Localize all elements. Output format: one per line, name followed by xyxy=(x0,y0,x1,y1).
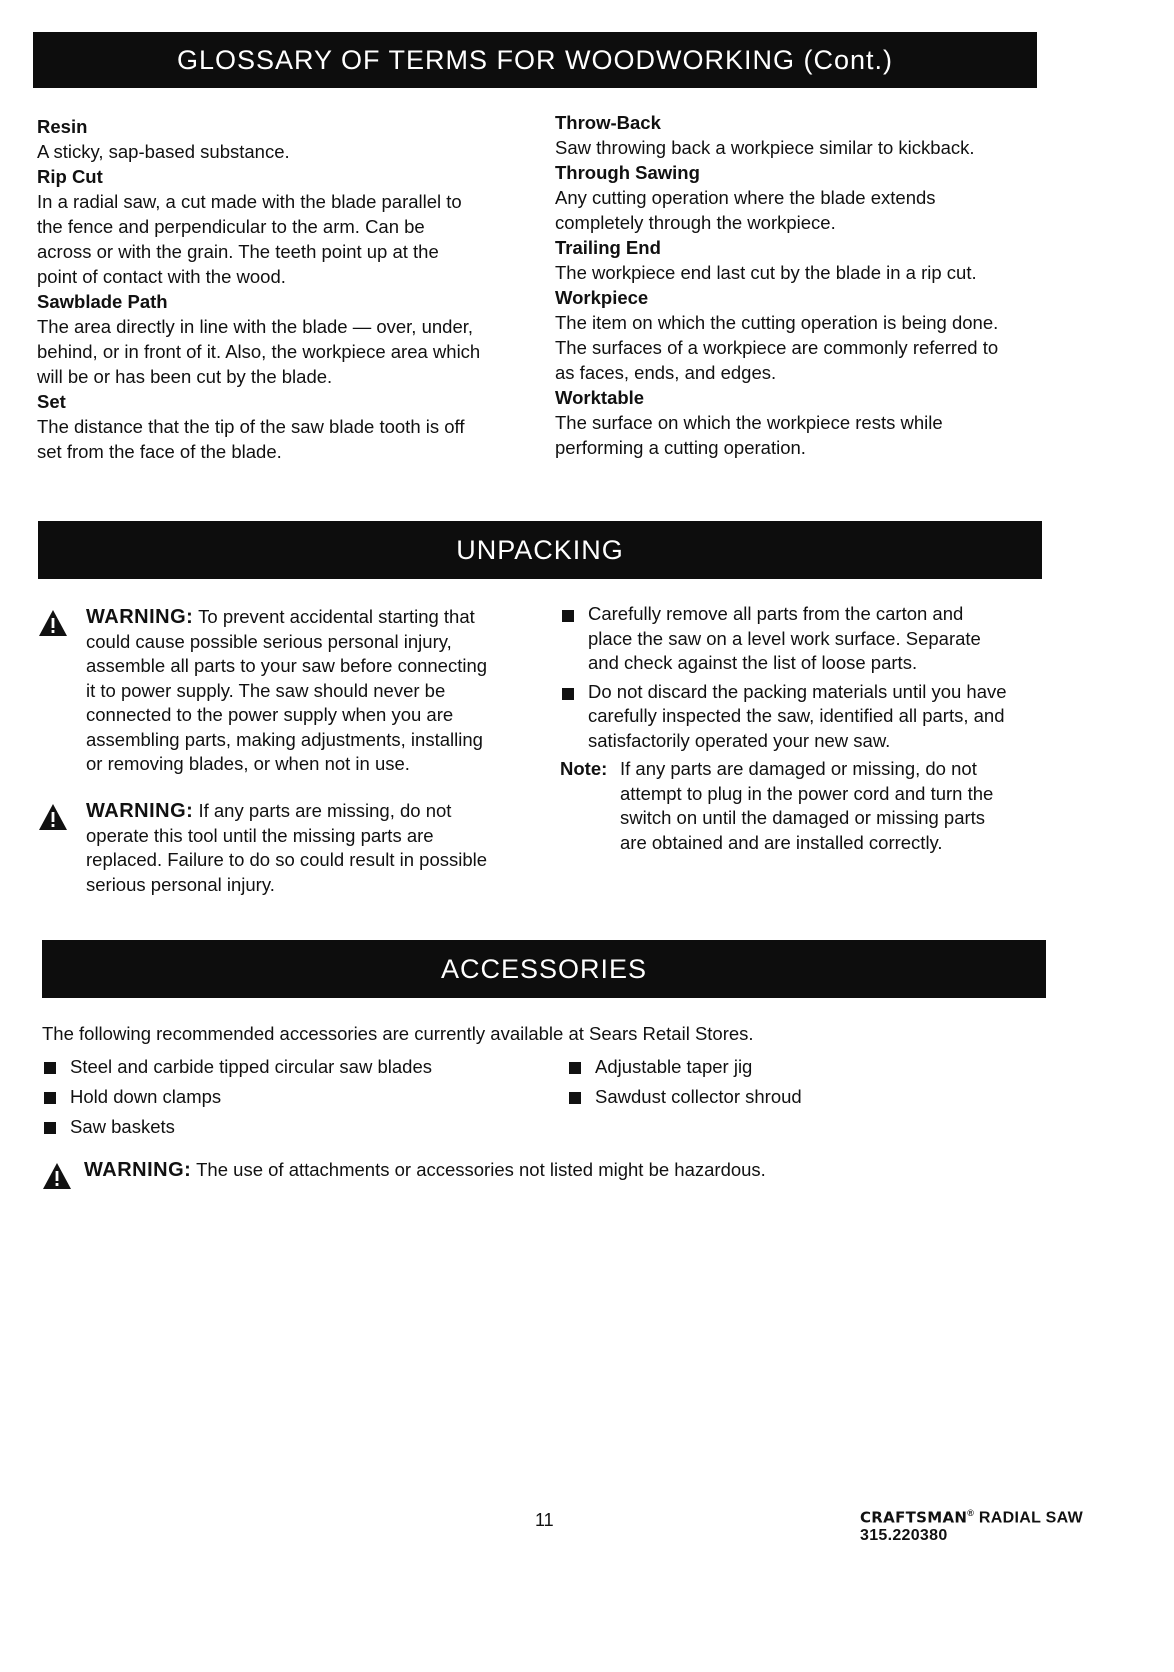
warning-text-line: replaced. Failure to do so could result in possible xyxy=(86,849,488,870)
glossary-definition-line: Any cutting operation where the blade extends xyxy=(555,187,936,208)
warning-text-line: If any parts are missing, do not xyxy=(193,800,452,821)
list-item xyxy=(567,1082,802,1112)
bullet-square-icon xyxy=(569,1062,581,1074)
page-number: 11 xyxy=(535,1510,554,1530)
warning-text-line: To prevent accidental starting that xyxy=(193,606,475,627)
glossary-definition-line: A sticky, sap-based substance. xyxy=(37,141,290,162)
glossary-definition-line: The surfaces of a workpiece are commonly referred to xyxy=(555,337,999,358)
glossary-left-column xyxy=(37,114,537,464)
glossary-definition-line: Saw throwing back a workpiece similar to kickback. xyxy=(555,137,975,158)
accessories-intro: The following recommended accessories are currently available at Sears Retail Stores. xyxy=(42,1023,754,1044)
glossary-title: GLOSSARY OF TERMS FOR WOODWORKING (Cont.) xyxy=(176,44,894,75)
glossary-term: Throw-Back xyxy=(555,112,661,133)
glossary-entry xyxy=(37,389,537,464)
footer-model xyxy=(860,1508,1174,1545)
glossary-definition-line: The surface on which the workpiece rests while xyxy=(555,412,943,433)
note-line: switch on until the damaged or missing parts xyxy=(620,807,986,828)
list-item xyxy=(42,1082,432,1112)
glossary-term: Set xyxy=(37,391,66,412)
warning-text-line: operate this tool until the missing parts are xyxy=(86,824,434,846)
glossary-definition-line: The distance that the tip of the saw blade tooth is off xyxy=(37,416,465,437)
glossary-definition-line: point of contact with the wood. xyxy=(37,266,286,287)
glossary-entry xyxy=(37,114,537,164)
brand-logo: CRAFTSMAN xyxy=(860,1508,968,1527)
glossary-term: Workpiece xyxy=(555,287,649,308)
list-item-line: carefully inspected the saw, identified all parts, and xyxy=(588,705,1005,726)
warning-text-line: connected to the power supply when you are xyxy=(86,704,454,725)
note xyxy=(560,757,1060,855)
accessory-label: Saw baskets xyxy=(70,1116,175,1137)
unpacking-instructions xyxy=(560,602,1060,855)
list-item xyxy=(560,680,1060,754)
list-item xyxy=(42,1052,432,1082)
list-item-line: Carefully remove all parts from the carton and xyxy=(588,603,964,624)
unpacking-title: UNPACKING xyxy=(456,534,624,565)
glossary-right-column xyxy=(555,110,1055,460)
bullet-square-icon xyxy=(562,610,574,622)
glossary-entry xyxy=(37,164,537,289)
warning-triangle-icon xyxy=(38,803,68,831)
unpacking-warning-2 xyxy=(38,799,538,897)
warning-text-line: serious personal injury. xyxy=(86,873,275,895)
unpacking-warning-1 xyxy=(38,605,538,777)
bullet-square-icon xyxy=(44,1092,56,1104)
accessory-label: Steel and carbide tipped circular saw blades xyxy=(70,1056,432,1077)
glossary-entry xyxy=(555,385,1055,460)
glossary-definition-line: as faces, ends, and edges. xyxy=(555,362,777,383)
glossary-definition-line: performing a cutting operation. xyxy=(555,437,806,458)
warning-text: The use of attachments or accessories not listed might be hazardous. xyxy=(191,1159,766,1180)
accessories-warning xyxy=(42,1158,942,1183)
glossary-entry xyxy=(555,160,1055,235)
bullet-square-icon xyxy=(44,1122,56,1134)
note-label: Note: xyxy=(560,758,608,779)
glossary-entry xyxy=(555,110,1055,160)
glossary-definition-line: behind, or in front of it. Also, the workpiece area which xyxy=(37,341,481,362)
glossary-term: Trailing End xyxy=(555,237,661,258)
glossary-definition-line: completely through the workpiece. xyxy=(555,212,836,233)
unpacking-banner xyxy=(38,521,1042,579)
glossary-definition-line: The workpiece end last cut by the blade in a rip cut. xyxy=(555,262,977,283)
accessory-label: Adjustable taper jig xyxy=(595,1056,753,1077)
glossary-term: Through Sawing xyxy=(555,162,700,183)
accessories-list-left xyxy=(42,1052,432,1142)
accessories-title: ACCESSORIES xyxy=(440,953,648,984)
glossary-definition-line: The item on which the cutting operation is being done. xyxy=(555,312,999,333)
list-item-line: place the saw on a level work surface. Separate xyxy=(588,627,981,649)
registered-mark: ® xyxy=(967,1508,975,1518)
warning-text-line: assembling parts, making adjustments, installing xyxy=(86,728,483,750)
accessories-list-right xyxy=(567,1052,802,1112)
list-item xyxy=(567,1052,802,1082)
glossary-entry xyxy=(555,285,1055,385)
glossary-definition-line: In a radial saw, a cut made with the blade parallel to xyxy=(37,191,462,212)
glossary-definition-line: The area directly in line with the blade — over, under, xyxy=(37,316,474,337)
glossary-definition-line: the fence and perpendicular to the arm. Can be xyxy=(37,216,425,237)
note-line: If any parts are damaged or missing, do not xyxy=(620,758,977,779)
glossary-entry xyxy=(555,235,1055,285)
warning-triangle-icon xyxy=(38,609,68,637)
warning-label: WARNING: xyxy=(86,800,194,822)
list-item xyxy=(42,1112,432,1142)
glossary-definition-line: across or with the grain. The teeth point up at the xyxy=(37,241,439,262)
list-item xyxy=(560,602,1060,676)
note-line: are obtained and are installed correctly. xyxy=(620,831,943,853)
glossary-banner xyxy=(33,32,1037,88)
bullet-square-icon xyxy=(44,1062,56,1074)
glossary-term: Sawblade Path xyxy=(37,291,168,312)
list-item-line: and check against the list of loose parts. xyxy=(588,652,918,673)
glossary-term: Worktable xyxy=(555,387,645,408)
model-number: RADIAL SAW 315.220380 xyxy=(860,1509,1083,1545)
list-item-line: Do not discard the packing materials until you have xyxy=(588,680,1007,702)
glossary-term: Resin xyxy=(37,116,88,137)
warning-label: WARNING: xyxy=(86,606,194,628)
glossary-definition-line: set from the face of the blade. xyxy=(37,441,282,462)
accessories-banner xyxy=(42,940,1046,998)
warning-text-line: or removing blades, or when not in use. xyxy=(86,753,410,774)
warning-text-line: assemble all parts to your saw before connecting xyxy=(86,655,488,676)
glossary-entry xyxy=(37,289,537,389)
accessory-label: Hold down clamps xyxy=(70,1086,222,1107)
glossary-definition-line: will be or has been cut by the blade. xyxy=(37,366,333,387)
note-line: attempt to plug in the power cord and turn the xyxy=(620,782,994,804)
warning-text-line: it to power supply. The saw should never be xyxy=(86,679,446,701)
warning-triangle-icon xyxy=(42,1162,72,1190)
warning-text-line: could cause possible serious personal injury, xyxy=(86,630,452,652)
glossary-term: Rip Cut xyxy=(37,166,103,187)
bullet-square-icon xyxy=(562,688,574,700)
list-item-line: satisfactorily operated your new saw. xyxy=(588,729,891,751)
bullet-square-icon xyxy=(569,1092,581,1104)
warning-label: WARNING: xyxy=(84,1159,192,1181)
accessory-label: Sawdust collector shroud xyxy=(595,1086,802,1107)
